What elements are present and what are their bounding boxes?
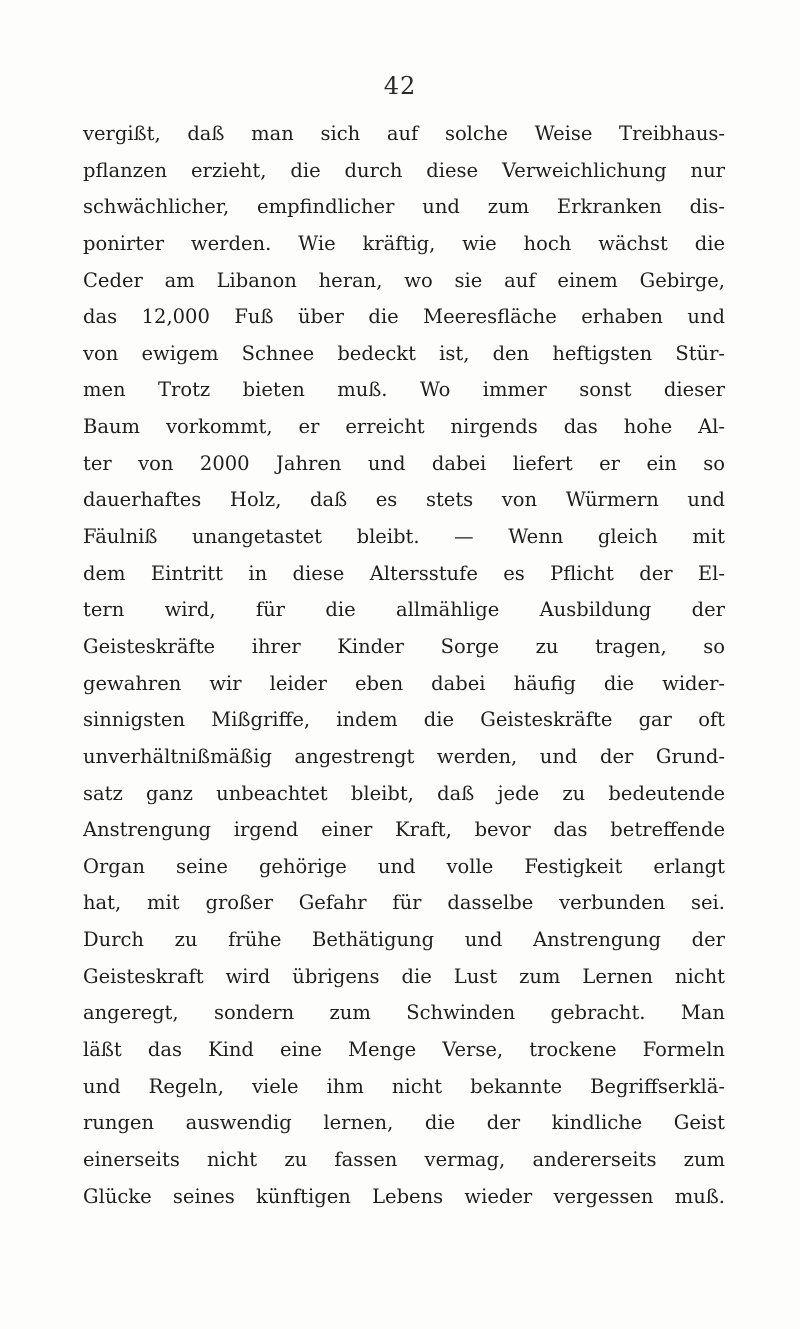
text-line: ter von 2000 Jahren und dabei liefert er ein so <box>83 451 725 475</box>
text-line: dem Eintritt in diese Altersstufe es Pflicht der El- <box>83 561 725 585</box>
text-line: Anstrengung irgend einer Kraft, bevor das betreffende <box>83 818 725 842</box>
text-line: Geisteskraft wird übrigens die Lust zum Lernen nicht <box>83 964 725 988</box>
text-line: Fäulniß unangetastet bleibt. — Wenn gleich mit <box>83 525 725 549</box>
text-line: und Regeln, viele ihm nicht bekannte Begriffserklä- <box>83 1074 725 1098</box>
text-line: dauerhaftes Holz, daß es stets von Würmern und <box>83 488 725 512</box>
text-line: vergißt, daß man sich auf solche Weise Treibhaus- <box>83 122 725 145</box>
body-text <box>83 116 725 1215</box>
text-line: pflanzen erzieht, die durch diese Verweichlichung nur <box>83 158 725 182</box>
text-line: angeregt, sondern zum Schwinden gebracht. Man <box>83 1001 725 1025</box>
text-line: Durch zu frühe Bethätigung und Anstrengung der <box>83 928 725 952</box>
text-line: Ceder am Libanon heran, wo sie auf einem Gebirge, <box>83 268 725 292</box>
text-line: satz ganz unbeachtet bleibt, daß jede zu bedeutende <box>83 781 725 805</box>
text-line: schwächlicher, empfindlicher und zum Erkranken dis- <box>83 195 725 219</box>
text-line: gewahren wir leider eben dabei häufig die wider- <box>83 671 725 695</box>
page-number: 42 <box>383 72 417 100</box>
text-line: sinnigsten Mißgriffe, indem die Geisteskräfte gar oft <box>83 708 725 732</box>
text-line: rungen auswendig lernen, die der kindliche Geist <box>83 1111 725 1135</box>
text-line: von ewigem Schnee bedeckt ist, den heftigsten Stür- <box>83 341 725 365</box>
text-line: ponirter werden. Wie kräftig, wie hoch wächst die <box>83 231 725 255</box>
text-line: läßt das Kind eine Menge Verse, trockene Formeln <box>83 1038 725 1062</box>
text-line: hat, mit großer Gefahr für dasselbe verbunden sei. <box>83 891 725 915</box>
text-line: Glücke seines künftigen Lebens wieder vergessen muß. <box>83 1184 725 1208</box>
text-line: Organ seine gehörige und volle Festigkeit erlangt <box>83 854 725 878</box>
text-line: einerseits nicht zu fassen vermag, andererseits zum <box>83 1147 725 1171</box>
text-line: Geisteskräfte ihrer Kinder Sorge zu tragen, so <box>83 634 725 658</box>
text-line: tern wird, für die allmählige Ausbildung der <box>83 598 725 622</box>
text-line: Baum vorkommt, er erreicht nirgends das hohe Al- <box>83 415 725 439</box>
text-line: unverhältnißmäßig angestrengt werden, und der Grund- <box>83 744 725 768</box>
text-line: men Trotz bieten muß. Wo immer sonst dieser <box>83 378 725 402</box>
text-line: das 12,000 Fuß über die Meeresfläche erhaben und <box>83 305 725 329</box>
